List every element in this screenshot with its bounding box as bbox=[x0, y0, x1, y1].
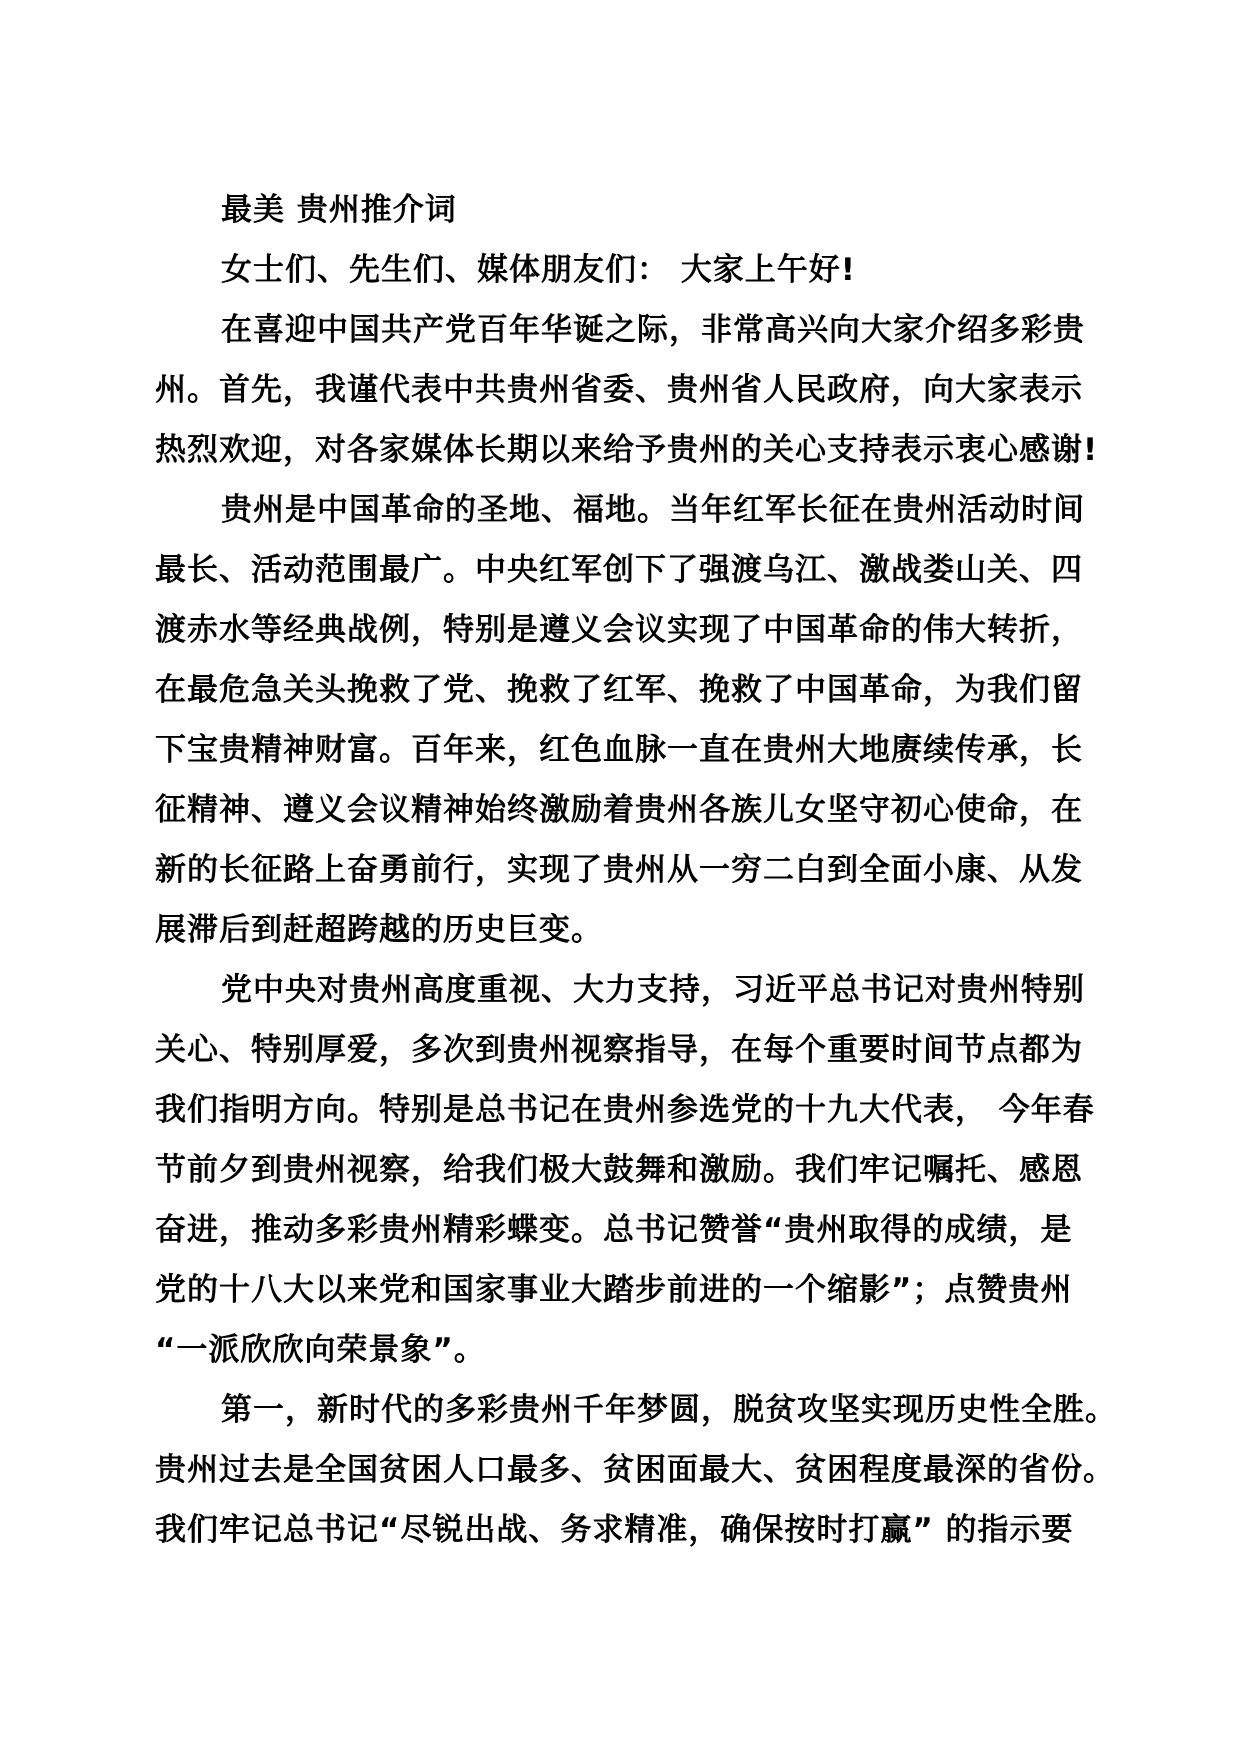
paragraph-4-line-1: 第一，新时代的多彩贵州千年梦圆，脱贫攻坚实现历史性全胜。 bbox=[221, 1392, 1117, 1428]
paragraph-2-line-5: 下宝贵精神财富。百年来，红色血脉一直在贵州大地赓续传承，长 bbox=[155, 732, 1083, 768]
paragraph-4-line-3: 我们牢记总书记“尽锐出战、务求精准，确保按时打赢” 的指示要 bbox=[155, 1512, 1074, 1548]
paragraph-3-line-5: 奋进，推动多彩贵州精彩蝶变。总书记赞誉“贵州取得的成绩，是 bbox=[155, 1212, 1073, 1248]
paragraph-1-line-2: 州。首先，我谨代表中共贵州省委、贵州省人民政府，向大家表示 bbox=[155, 372, 1083, 408]
paragraph-3-line-1: 党中央对贵州高度重视、大力支持，习近平总书记对贵州特别 bbox=[221, 972, 1085, 1008]
paragraph-2-line-4: 在最危急关头挽救了党、挽救了红军、挽救了中国革命，为我们留 bbox=[155, 672, 1083, 708]
paragraph-3-line-7: “一派欣欣向荣景象”。 bbox=[155, 1332, 486, 1368]
paragraph-2-line-7: 新的长征路上奋勇前行，实现了贵州从一穷二白到全面小康、从发 bbox=[155, 852, 1083, 888]
paragraph-3-line-4: 节前夕到贵州视察，给我们极大鼓舞和激励。我们牢记嘱托、感恩 bbox=[155, 1152, 1083, 1188]
paragraph-2-line-2: 最长、活动范围最广。中央红军创下了强渡乌江、激战娄山关、四 bbox=[155, 552, 1083, 588]
paragraph-2-line-6: 征精神、遵义会议精神始终激励着贵州各族儿女坚守初心使命，在 bbox=[155, 792, 1083, 828]
paragraph-2-line-8: 展滞后到赶超跨越的历史巨变。 bbox=[155, 912, 603, 948]
paragraph-3-line-6: 党的十八大以来党和国家事业大踏步前进的一个缩影”；点赞贵州 bbox=[155, 1272, 1073, 1308]
paragraph-1-line-3: 热烈欢迎，对各家媒体长期以来给予贵州的关心支持表示衷心感谢! bbox=[155, 432, 1099, 468]
greeting-line: 女士们、先生们、媒体朋友们： 大家上午好! bbox=[221, 252, 856, 288]
paragraph-2-line-3: 渡赤水等经典战例，特别是遵义会议实现了中国革命的伟大转折， bbox=[155, 612, 1083, 648]
document-title: 最美 贵州推介词 bbox=[221, 192, 457, 228]
paragraph-3-line-2: 关心、特别厚爱，多次到贵州视察指导，在每个重要时间节点都为 bbox=[155, 1032, 1083, 1068]
paragraph-3-line-3: 我们指明方向。特别是总书记在贵州参选党的十九大代表， 今年春 bbox=[155, 1092, 1095, 1128]
paragraph-4-line-2: 贵州过去是全国贫困人口最多、贫困面最大、贫困程度最深的省份。 bbox=[155, 1452, 1115, 1488]
paragraph-2-line-1: 贵州是中国革命的圣地、福地。当年红军长征在贵州活动时间 bbox=[221, 492, 1085, 528]
paragraph-1-line-1: 在喜迎中国共产党百年华诞之际，非常高兴向大家介绍多彩贵 bbox=[221, 312, 1085, 348]
document-body bbox=[155, 180, 1155, 1560]
